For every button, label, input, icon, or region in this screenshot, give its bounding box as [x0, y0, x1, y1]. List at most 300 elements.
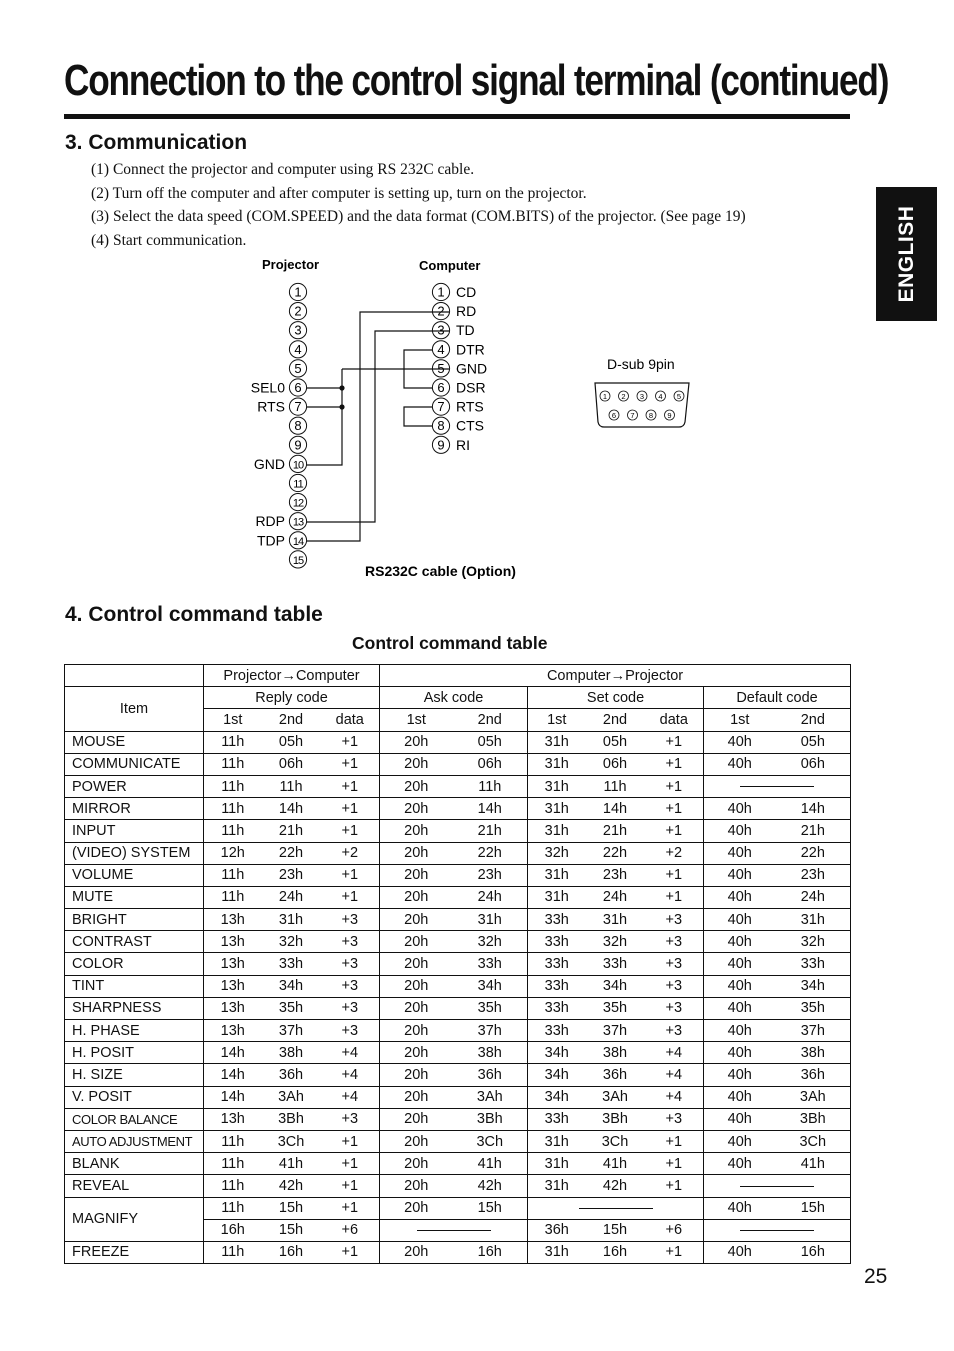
table-cell: 33h [776, 953, 851, 975]
not-applicable-line [579, 1208, 653, 1209]
table-cell: 37h [453, 1020, 528, 1042]
table-cell: +3 [645, 975, 704, 997]
row-item-name: MUTE [65, 886, 204, 908]
table-cell: 21h [776, 820, 851, 842]
table-cell: 16h [204, 1219, 262, 1241]
table-row [65, 1020, 851, 1042]
table-cell: 05h [262, 731, 321, 753]
table-cell: 14h [204, 1086, 262, 1108]
table-cell: 31h [528, 775, 586, 797]
table-cell: 11h [262, 775, 321, 797]
table-cell: +3 [321, 975, 380, 997]
table-cell: 31h [528, 753, 586, 775]
table-cell: 33h [528, 931, 586, 953]
projector-signal-label: RTS [257, 398, 285, 415]
table-cell: 20h [380, 1064, 453, 1086]
table-cell: 31h [528, 731, 586, 753]
table-cell: 13h [204, 1108, 262, 1130]
projector-pin-number: 3 [294, 322, 302, 338]
row-item-name: MIRROR [65, 798, 204, 820]
table-cell: 36h [453, 1064, 528, 1086]
row-item-name: H. POSIT [65, 1042, 204, 1064]
table-cell: +1 [321, 1197, 380, 1219]
table-cell: +1 [645, 753, 704, 775]
table-cell: 3Bh [453, 1108, 528, 1130]
dsub-pin-number: 9 [667, 410, 672, 420]
table-cell: 35h [262, 997, 321, 1019]
table-cell: 41h [586, 1153, 645, 1175]
table-cell: +4 [645, 1042, 704, 1064]
step-4: (4) Start communication. [91, 231, 247, 249]
step-1: (1) Connect the projector and computer using RS 232C cable. [91, 161, 475, 178]
table-cell: 3Ch [453, 1130, 528, 1152]
table-cell: 32h [586, 931, 645, 953]
computer-pin-number: 1 [437, 284, 445, 300]
projector-signal-label: RDP [255, 513, 285, 530]
table-cell: 35h [586, 997, 645, 1019]
table-cell: 16h [453, 1241, 528, 1263]
control-command-table [64, 664, 851, 1264]
table-row [65, 1241, 851, 1263]
dsub-pin-number: 7 [630, 410, 635, 420]
table-cell: 3Ch [776, 1130, 851, 1152]
table-cell: +4 [321, 1042, 380, 1064]
table-cell: +2 [645, 842, 704, 864]
table-cell: 12h [204, 842, 262, 864]
row-item-name: COLOR [65, 953, 204, 975]
table-cell: 40h [704, 864, 776, 886]
table-row [65, 753, 851, 775]
table-cell: 05h [776, 731, 851, 753]
table-cell: 24h [586, 886, 645, 908]
dsub-pin-number: 4 [658, 391, 663, 401]
table-cell: 33h [528, 975, 586, 997]
projector-pin-number: 5 [294, 360, 302, 376]
table-cell: +4 [645, 1064, 704, 1086]
header-item: Item [65, 687, 204, 731]
table-cell: 37h [586, 1020, 645, 1042]
table-cell: 13h [204, 953, 262, 975]
table-cell: 40h [704, 953, 776, 975]
projector-pin-number: 9 [294, 437, 302, 453]
table-cell: 32h [453, 931, 528, 953]
table-row [65, 909, 851, 931]
table-cell: 11h [204, 1241, 262, 1263]
table-cell: 40h [704, 931, 776, 953]
dsub-connector-shape [595, 383, 689, 427]
computer-pin-number: 3 [437, 322, 445, 338]
table-cell: 22h [586, 842, 645, 864]
table-cell: 24h [776, 886, 851, 908]
table-cell: 14h [262, 798, 321, 820]
row-item-name: AUTO ADJUSTMENT [65, 1130, 204, 1152]
table-cell: 32h [776, 931, 851, 953]
table-cell: +3 [321, 1108, 380, 1130]
table-row [65, 820, 851, 842]
table-cell: +1 [321, 1153, 380, 1175]
table-cell: +3 [645, 1108, 704, 1130]
table-cell: 20h [380, 1020, 453, 1042]
header-comp-to-proj: Computer→Projector [380, 665, 851, 687]
table-cell: +4 [321, 1086, 380, 1108]
table-cell: 40h [704, 798, 776, 820]
table-cell: 14h [204, 1064, 262, 1086]
table-cell: 11h [204, 1130, 262, 1152]
table-cell: 33h [528, 909, 586, 931]
row-item-name: TINT [65, 975, 204, 997]
table-cell: 3Ah [262, 1086, 321, 1108]
section-communication-heading: 3. Communication [65, 131, 248, 154]
table-cell: 06h [586, 753, 645, 775]
row-item-name: SHARPNESS [65, 997, 204, 1019]
computer-signal-label: RTS [456, 398, 484, 415]
table-cell: 3Ah [453, 1086, 528, 1108]
table-cell: 15h [262, 1197, 321, 1219]
default-code-na [704, 1219, 851, 1241]
table-cell: 15h [453, 1197, 528, 1219]
row-item-name: MAGNIFY [65, 1197, 204, 1241]
table-cell: 38h [453, 1042, 528, 1064]
table-cell: 14h [776, 798, 851, 820]
table-cell: 23h [262, 864, 321, 886]
table-cell: 20h [380, 931, 453, 953]
table-row [65, 1130, 851, 1152]
table-cell: 40h [704, 975, 776, 997]
computer-signal-label: DTR [456, 341, 485, 358]
sub-header: 2nd [453, 709, 528, 731]
computer-signal-label: CD [456, 284, 477, 300]
ask-code-na [380, 1219, 528, 1241]
table-cell: 20h [380, 1197, 453, 1219]
table-cell: 24h [262, 886, 321, 908]
default-code-na [704, 775, 851, 797]
table-cell: 38h [262, 1042, 321, 1064]
set-code-na [528, 1197, 704, 1219]
table-cell: 15h [262, 1219, 321, 1241]
table-cell: 34h [528, 1086, 586, 1108]
table-cell: 31h [528, 1175, 586, 1197]
table-cell: 16h [776, 1241, 851, 1263]
header-reply-code: Reply code [204, 687, 380, 709]
table-row [65, 931, 851, 953]
table-cell: 40h [704, 997, 776, 1019]
table-cell: +1 [645, 864, 704, 886]
table-cell: 31h [528, 798, 586, 820]
table-cell: 20h [380, 1130, 453, 1152]
projector-pin-number: 13 [292, 516, 304, 529]
table-cell: 34h [262, 975, 321, 997]
table-cell: +3 [645, 909, 704, 931]
table-cell: 36h [262, 1064, 321, 1086]
row-item-name: H. SIZE [65, 1064, 204, 1086]
table-cell: 40h [704, 842, 776, 864]
table-cell: 34h [586, 975, 645, 997]
table-cell: 11h [204, 864, 262, 886]
sub-header: 1st [380, 709, 453, 731]
table-cell: +1 [321, 731, 380, 753]
table-cell: 20h [380, 798, 453, 820]
table-row [65, 864, 851, 886]
table-cell: +1 [321, 820, 380, 842]
table-cell: +1 [321, 753, 380, 775]
table-cell: 11h [204, 820, 262, 842]
table-cell: 14h [453, 798, 528, 820]
table-cell: 13h [204, 931, 262, 953]
row-item-name: REVEAL [65, 1175, 204, 1197]
computer-signal-label: RI [456, 436, 470, 453]
row-item-name: CONTRAST [65, 931, 204, 953]
page-number: 25 [864, 1265, 888, 1288]
table-cell: 40h [704, 1241, 776, 1263]
table-cell: 06h [262, 753, 321, 775]
table-cell: 24h [453, 886, 528, 908]
cable-label: RS232C cable (Option) [365, 563, 516, 579]
table-cell: 34h [528, 1064, 586, 1086]
table-cell: 14h [586, 798, 645, 820]
sub-header: 2nd [586, 709, 645, 731]
projector-signal-label: SEL0 [250, 379, 285, 396]
computer-signal-label: RD [456, 303, 477, 320]
table-cell: 33h [453, 953, 528, 975]
table-cell: 20h [380, 775, 453, 797]
table-cell: 3Bh [776, 1108, 851, 1130]
table-cell: +1 [321, 798, 380, 820]
language-tab-label: ENGLISH [894, 205, 918, 303]
table-cell: 3Ch [586, 1130, 645, 1152]
table-cell: 31h [453, 909, 528, 931]
junction-dot [339, 404, 344, 409]
table-cell: 20h [380, 886, 453, 908]
table-cell: +1 [645, 1175, 704, 1197]
row-item-name: INPUT [65, 820, 204, 842]
computer-pin-number: 7 [437, 399, 445, 415]
table-cell: 05h [453, 731, 528, 753]
table-cell: 40h [704, 753, 776, 775]
table-cell: 3Ch [262, 1130, 321, 1152]
table-cell: 31h [528, 1153, 586, 1175]
table-cell: 38h [776, 1042, 851, 1064]
not-applicable-line [740, 1186, 814, 1187]
section-command-table-heading: 4. Control command table [65, 603, 323, 626]
table-cell: 11h [204, 798, 262, 820]
table-cell: 16h [262, 1241, 321, 1263]
projector-pin-number: 7 [294, 399, 302, 415]
table-cell: +3 [645, 1020, 704, 1042]
computer-pin-number: 8 [437, 418, 445, 434]
row-item-name: COMMUNICATE [65, 753, 204, 775]
table-cell: +3 [321, 931, 380, 953]
table-cell: 38h [586, 1042, 645, 1064]
table-cell: 40h [704, 731, 776, 753]
table-cell: 40h [704, 1153, 776, 1175]
table-cell: +1 [645, 886, 704, 908]
table-cell: 20h [380, 1042, 453, 1064]
table-cell: 13h [204, 1020, 262, 1042]
table-cell: 15h [776, 1197, 851, 1219]
table-row [65, 1153, 851, 1175]
computer-signal-label: DSR [456, 379, 486, 396]
dsub-pin-number: 1 [602, 391, 608, 401]
row-item-name: MOUSE [65, 731, 204, 753]
default-code-na [704, 1175, 851, 1197]
table-cell: 20h [380, 820, 453, 842]
table-row [65, 1108, 851, 1130]
table-cell: 42h [262, 1175, 321, 1197]
table-row [65, 1064, 851, 1086]
table-cell: +1 [321, 1175, 380, 1197]
table-cell: +1 [321, 886, 380, 908]
table-cell: +1 [645, 798, 704, 820]
table-cell: 11h [204, 753, 262, 775]
row-item-name: FREEZE [65, 1241, 204, 1263]
table-cell: +3 [321, 1020, 380, 1042]
table-row [65, 798, 851, 820]
computer-pin-number: 2 [437, 303, 445, 319]
table-cell: 11h [453, 775, 528, 797]
table-cell: 11h [204, 886, 262, 908]
table-cell: +1 [321, 775, 380, 797]
not-applicable-line [740, 1230, 814, 1231]
table-cell: 20h [380, 975, 453, 997]
table-cell: 3Ah [776, 1086, 851, 1108]
table-cell: 40h [704, 1042, 776, 1064]
dsub-pin-number: 5 [676, 391, 682, 401]
table-cell: 05h [586, 731, 645, 753]
computer-pin-number: 6 [437, 380, 445, 395]
table-title: Control command table [352, 633, 548, 653]
table-body [65, 731, 851, 1264]
table-cell: 33h [528, 953, 586, 975]
not-applicable-line [740, 786, 814, 787]
projector-pin-number: 14 [292, 535, 304, 548]
table-cell: 33h [528, 1108, 586, 1130]
sub-header: 1st [528, 709, 586, 731]
projector-label: Projector [262, 257, 320, 272]
dsub-pin-number: 2 [621, 391, 626, 401]
table-cell: 20h [380, 1108, 453, 1130]
table-cell: 11h [204, 1197, 262, 1219]
projector-pin-number: 6 [294, 380, 302, 395]
table-cell: +3 [321, 953, 380, 975]
table-cell: 06h [453, 753, 528, 775]
table-cell: 22h [776, 842, 851, 864]
step-3: (3) Select the data speed (COM.SPEED) and the data format (COM.BITS) of the projector. (See page 19) [91, 208, 746, 225]
table-cell: 33h [262, 953, 321, 975]
table-cell: 31h [528, 1130, 586, 1152]
row-item-name: V. POSIT [65, 1086, 204, 1108]
table-cell: 3Bh [586, 1108, 645, 1130]
table-cell: 20h [380, 1175, 453, 1197]
table-cell: 40h [704, 1130, 776, 1152]
table-cell: 21h [453, 820, 528, 842]
table-cell: +4 [645, 1086, 704, 1108]
table-cell: +1 [645, 775, 704, 797]
table-cell: 40h [704, 820, 776, 842]
table-cell: 21h [262, 820, 321, 842]
sub-header: 1st [204, 709, 262, 731]
computer-pin-number: 9 [437, 437, 445, 453]
table-cell: 33h [586, 953, 645, 975]
table-cell: 20h [380, 1153, 453, 1175]
projector-pin-number: 10 [292, 459, 304, 472]
row-item-name: BRIGHT [65, 909, 204, 931]
projector-signal-label: TDP [257, 532, 285, 549]
table-row [65, 775, 851, 797]
table-row [65, 731, 851, 753]
table-cell: 23h [586, 864, 645, 886]
table-cell: 31h [776, 909, 851, 931]
table-cell: 13h [204, 997, 262, 1019]
table-cell: 15h [586, 1219, 645, 1241]
table-cell: +4 [321, 1064, 380, 1086]
computer-pin-number: 4 [437, 341, 445, 357]
projector-pins [251, 283, 307, 568]
table-cell: 41h [776, 1153, 851, 1175]
table-cell: 23h [776, 864, 851, 886]
projector-pin-number: 2 [294, 303, 302, 319]
table-cell: 37h [262, 1020, 321, 1042]
table-cell: 20h [380, 842, 453, 864]
table-cell: 06h [776, 753, 851, 775]
table-cell: 40h [704, 886, 776, 908]
table-cell: 41h [453, 1153, 528, 1175]
computer-label: Computer [419, 258, 481, 273]
junction-dot [339, 385, 344, 390]
table-cell: 11h [204, 731, 262, 753]
computer-pin-number: 5 [437, 360, 445, 376]
table-cell: 20h [380, 909, 453, 931]
sub-header: 1st [704, 709, 776, 731]
table-cell: 34h [453, 975, 528, 997]
table-cell: 20h [380, 753, 453, 775]
table-cell: 34h [528, 1042, 586, 1064]
table-cell: 11h [586, 775, 645, 797]
table-cell: 3Ah [586, 1086, 645, 1108]
table-cell: 35h [776, 997, 851, 1019]
table-row [65, 997, 851, 1019]
sub-header: 2nd [262, 709, 321, 731]
row-item-name: BLANK [65, 1153, 204, 1175]
table-cell: +3 [645, 953, 704, 975]
table-cell: 42h [586, 1175, 645, 1197]
header-ask-code: Ask code [380, 687, 528, 709]
table-cell: 40h [704, 909, 776, 931]
table-cell: +1 [321, 1241, 380, 1263]
table-cell: 37h [776, 1020, 851, 1042]
row-item-name: VOLUME [65, 864, 204, 886]
table-cell: +2 [321, 842, 380, 864]
table-cell: 14h [204, 1042, 262, 1064]
table-cell: +1 [645, 820, 704, 842]
computer-signal-label: TD [456, 322, 475, 339]
table-cell: 36h [586, 1064, 645, 1086]
table-cell: 22h [453, 842, 528, 864]
table-cell: +1 [645, 1241, 704, 1263]
table-cell: 20h [380, 1086, 453, 1108]
table-cell: 36h [528, 1219, 586, 1241]
row-item-name: (VIDEO) SYSTEM [65, 842, 204, 864]
table-row [65, 975, 851, 997]
table-cell: 20h [380, 1241, 453, 1263]
table-cell: 20h [380, 731, 453, 753]
table-row [65, 953, 851, 975]
table-cell: 33h [528, 997, 586, 1019]
dsub-pin-number: 3 [639, 391, 645, 401]
wires [307, 312, 449, 541]
table-cell: 31h [528, 1241, 586, 1263]
table-row [65, 1197, 851, 1219]
table-cell: 40h [704, 1108, 776, 1130]
